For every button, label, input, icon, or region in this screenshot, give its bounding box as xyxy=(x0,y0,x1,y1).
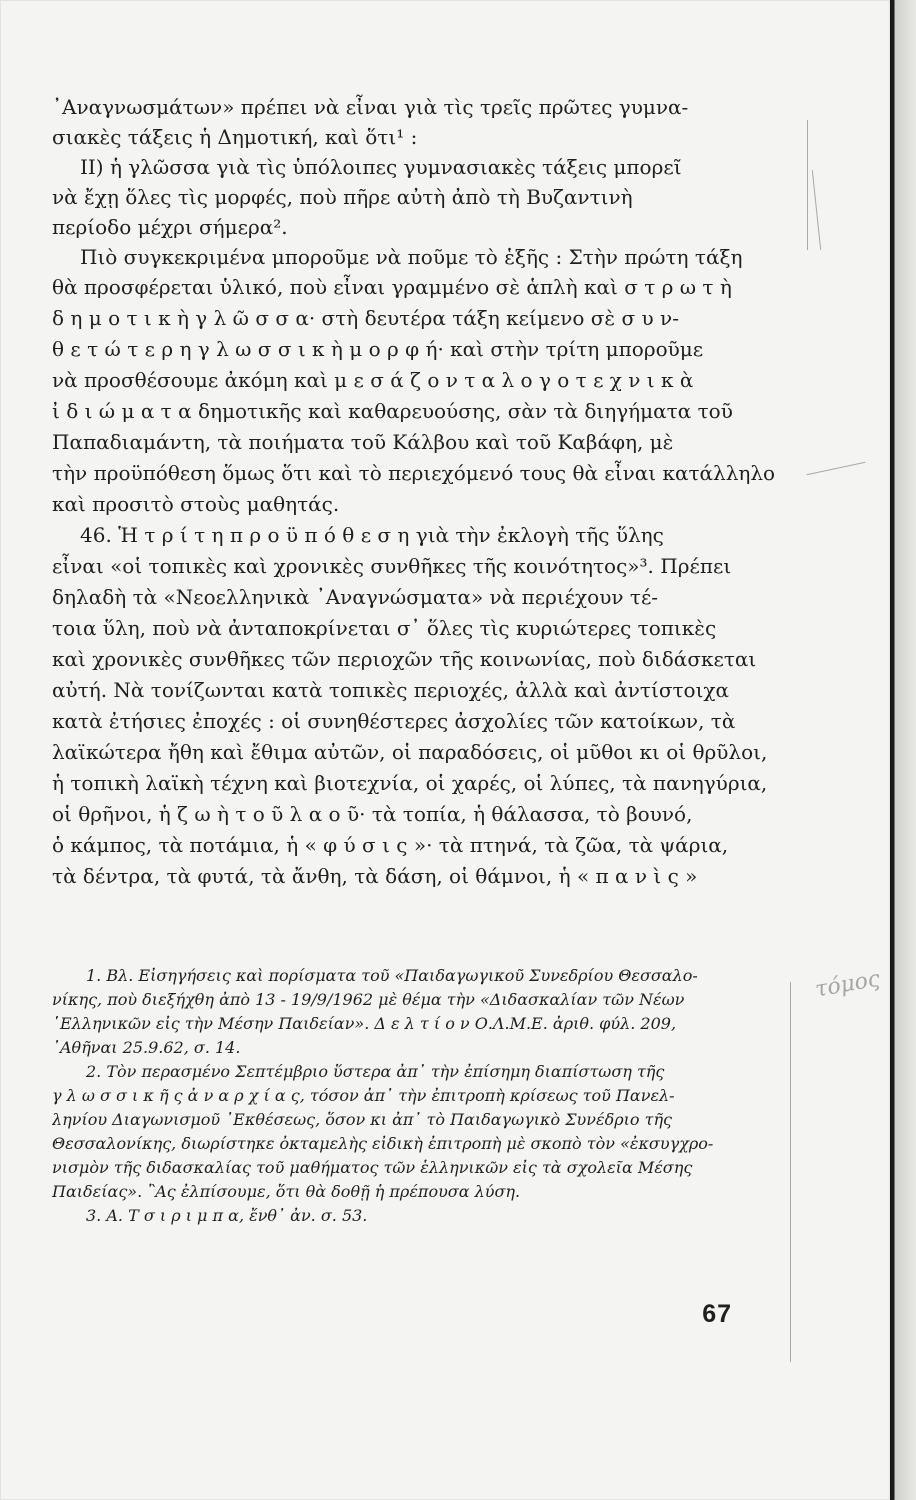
text-line: ἰ δ ι ώ μ α τ α δημοτικῆς καὶ καθαρευούσης, σὰν τὰ διηγήματα τοῦ xyxy=(52,399,733,423)
footnote-line: Παιδείας». ῍Ας ἐλπίσουμε, ὅτι θὰ δοθῇ ἡ πρέπουσα λύση. xyxy=(52,1182,521,1201)
text-line: εἶναι «οἱ τοπικὲς καὶ χρονικὲς συνθῆκες τῆς κοινότητος»³. Πρέπει xyxy=(52,554,732,578)
text-line: τὴν προϋπόθεση ὅμως ὅτι καὶ τὸ περιεχόμενό τους θὰ εἶναι κατάλληλο xyxy=(52,461,776,485)
pencil-mark xyxy=(812,170,821,250)
text-line: περίοδο μέχρι σήμερα². xyxy=(52,215,288,239)
text-line: θὰ προσφέρεται ὑλικό, ποὺ εἶναι γραμμένο σὲ ἁπλὴ καὶ σ τ ρ ω τ ὴ xyxy=(52,275,732,299)
page-number: 67 xyxy=(702,1300,732,1328)
text-line: καὶ προσιτὸ στοὺς μαθητάς. xyxy=(52,492,340,516)
text-line: Πιὸ συγκεκριμένα μποροῦμε νὰ ποῦμε τὸ ἑξῆς : Στὴν πρώτη τάξη xyxy=(80,245,743,269)
footnote-line: 1. Βλ. Εἰσηγήσεις καὶ πορίσματα τοῦ «Παιδαγωγικοῦ Συνεδρίου Θεσσαλο- xyxy=(86,966,698,985)
text-line: λαϊκώτερα ἤθη καὶ ἔθιμα αὐτῶν, οἱ παραδόσεις, οἱ μῦθοι κι οἱ θρῦλοι, xyxy=(52,740,768,764)
text-line: θ ε τ ώ τ ε ρ η γ λ ω σ σ ι κ ὴ μ ο ρ φ ή· καὶ στὴν τρίτη μποροῦμε xyxy=(52,337,704,361)
text-line: Παπαδιαμάντη, τὰ ποιήματα τοῦ Κάλβου καὶ τοῦ Καβάφη, μὲ xyxy=(52,430,674,454)
main-text xyxy=(52,92,779,892)
text-line: οἱ θρῆνοι, ἡ ζ ω ὴ τ ο ῦ λ α ο ῦ· τὰ τοπία, ἡ θάλασσα, τὸ βουνό, xyxy=(52,802,693,826)
text-line: τοια ὕλη, ποὺ νὰ ἀνταποκρίνεται σ᾿ ὅλες τὶς κυριώτερες τοπικὲς xyxy=(52,616,717,640)
pencil-mark xyxy=(790,982,791,1362)
text-line: τὰ δέντρα, τὰ φυτά, τὰ ἄνθη, τὰ δάση, οἱ θάμνοι, ἡ « π α ν ὶ ς » xyxy=(52,864,698,888)
pencil-mark xyxy=(807,462,866,475)
pencil-mark xyxy=(807,120,808,250)
text-line: ᾿Αναγνωσμάτων» πρέπει νὰ εἶναι γιὰ τὶς τρεῖς πρῶτες γυμνα- xyxy=(52,95,689,119)
footnote-line: ᾿Αθῆναι 25.9.62, σ. 14. xyxy=(52,1038,241,1057)
page-edge xyxy=(890,0,916,1500)
footnote-line: γ λ ω σ σ ι κ ῆ ς ἀ ν α ρ χ ί α ς, τόσον ἀπ᾿ τὴν ἐπιτροπὴ κρίσεως τοῦ Πανελ- xyxy=(52,1086,675,1105)
text-line: ὁ κάμπος, τὰ ποτάμια, ἡ « φ ύ σ ι ς »· τὰ πτηνά, τὰ ζῶα, τὰ ψάρια, xyxy=(52,833,729,857)
text-line: νὰ ἔχῃ ὅλες τὶς μορφές, ποὺ πῆρε αὐτὴ ἀπὸ τὴ Βυζαντινὴ xyxy=(52,185,633,209)
footnotes xyxy=(52,964,787,1228)
footnote-line: 2. Τὸν περασμένο Σεπτέμβριο ὕστερα ἀπ᾿ τὴν ἐπίσημη διαπίστωση τῆς xyxy=(86,1062,665,1081)
text-line: II) ἡ γλῶσσα γιὰ τὶς ὑπόλοιπες γυμνασιακὲς τάξεις μπορεῖ xyxy=(80,155,682,179)
margin-note: τόμος xyxy=(813,966,882,1003)
text-line: αὐτή. Νὰ τονίζωνται κατὰ τοπικὲς περιοχές, ἀλλὰ καὶ ἀντίστοιχα xyxy=(52,678,730,702)
footnote-line: νίκης, ποὺ διεξήχθη ἀπὸ 13 - 19/9/1962 μὲ θέμα τὴν «Διδασκαλίαν τῶν Νέων xyxy=(52,990,685,1009)
text-line: δηλαδὴ τὰ «Νεοελληνικὰ ᾿Αναγνώσματα» νὰ περιέχουν τέ- xyxy=(52,585,659,609)
footnote-line: 3. Α. Τ σ ι ρ ι μ π α, ἔνθ᾿ ἀν. σ. 53. xyxy=(86,1206,368,1225)
text-line: 46. Ἡ τ ρ ί τ η π ρ ο ϋ π ό θ ε σ η γιὰ τὴν ἐκλογὴ τῆς ὕλης xyxy=(80,523,664,547)
footnote-line: ληνίου Διαγωνισμοῦ ᾿Εκθέσεως, ὅσον κι ἀπ᾿ τὸ Παιδαγωγικὸ Συνέδριο τῆς xyxy=(52,1110,672,1129)
text-line: νὰ προσθέσουμε ἀκόμη καὶ μ ε σ ά ζ ο ν τ α λ ο γ ο τ ε χ ν ι κ ὰ xyxy=(52,368,694,392)
text-line: δ η μ ο τ ι κ ὴ γ λ ῶ σ σ α· στὴ δευτέρα τάξη κείμενο σὲ σ υ ν- xyxy=(52,306,679,330)
footnote-line: νισμὸν τῆς διδασκαλίας τοῦ μαθήματος τῶν ἑλληνικῶν εἰς τὰ σχολεῖα Μέσης xyxy=(52,1158,693,1177)
text-line: καὶ χρονικὲς συνθῆκες τῶν περιοχῶν τῆς κοινωνίας, ποὺ διδάσκεται xyxy=(52,647,757,671)
footnote-line: Θεσσαλονίκης, διωρίστηκε ὀκταμελὴς εἰδικὴ ἐπιτροπὴ μὲ σκοπὸ τὸν «ἐκσυγχρο- xyxy=(52,1134,714,1153)
footnote-line: ῾Ελληνικῶν εἰς τὴν Μέσην Παιδείαν». Δ ε λ τ ί ο ν Ο.Λ.Μ.Ε. ἀριθ. φύλ. 209, xyxy=(52,1014,677,1033)
text-line: ἡ τοπικὴ λαϊκὴ τέχνη καὶ βιοτεχνία, οἱ χαρές, οἱ λύπες, τὰ πανηγύρια, xyxy=(52,771,768,795)
text-line: κατὰ ἐτήσιες ἐποχές : οἱ συνηθέστερες ἀσχολίες τῶν κατοίκων, τὰ xyxy=(52,709,736,733)
text-line: σιακὲς τάξεις ἡ Δημοτική, καὶ ὅτι¹ : xyxy=(52,125,418,149)
